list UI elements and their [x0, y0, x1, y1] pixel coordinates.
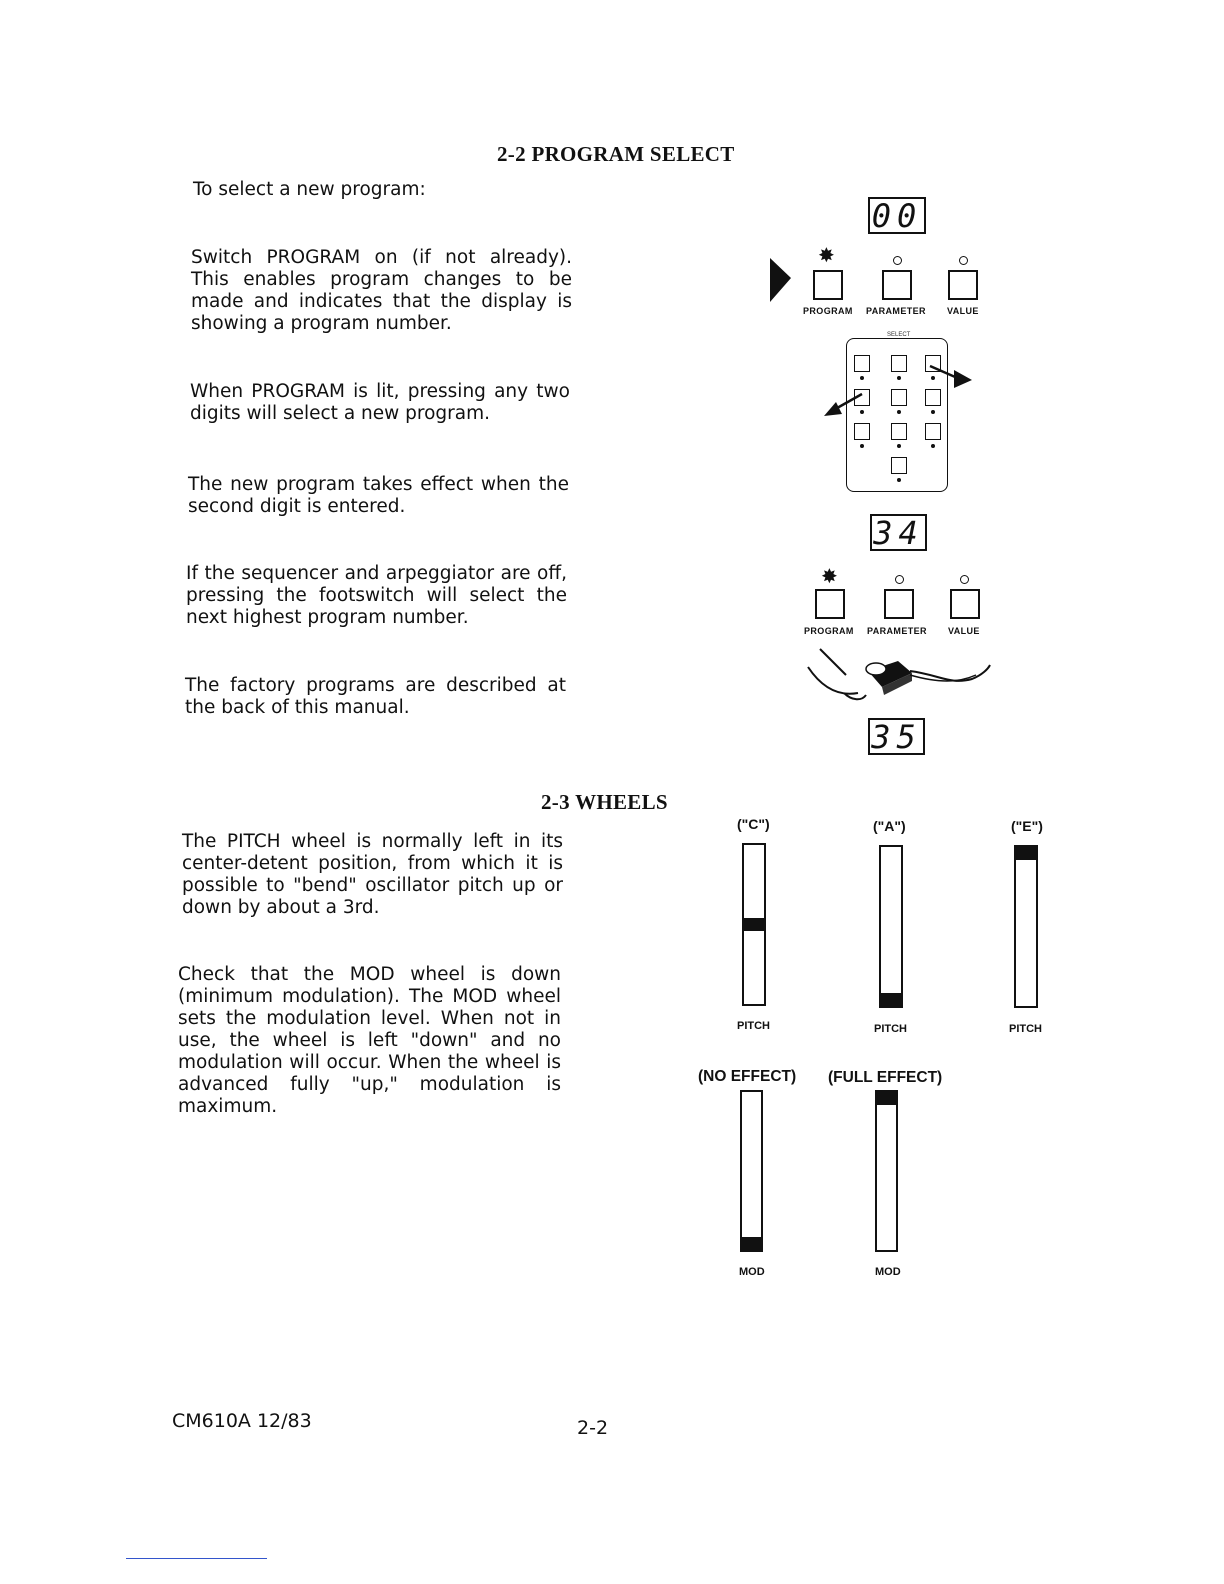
wheels-paragraph-2: Check that the MOD wheel is down (minimum modulation). The MOD wheel sets the modulation level. When not in use, the wheel is left "down" and no modulation will occur. When the wheel is advanced fully "up," modulation is maximum. [178, 964, 561, 1117]
pitch-wheel-a-label: PITCH [874, 1023, 907, 1035]
footer-divider [126, 1558, 267, 1559]
keypad-key-7[interactable] [854, 423, 870, 440]
program-intro: To select a new program: [193, 179, 426, 200]
pitch-wheel-a[interactable] [879, 845, 903, 1008]
pitch-wheel-note-a: ("A") [873, 818, 906, 834]
footer-doc-id: CM610A 12/83 [172, 1410, 312, 1432]
wheels-paragraph-1: The PITCH wheel is normally left in its center-detent position, from which it is possible to "bend" oscillator pitch up or down by about a 3rd. [182, 831, 563, 918]
mod-wheel-full-effect-position-marker [877, 1092, 896, 1105]
value-led-off-icon [959, 256, 968, 265]
program-display-3: 35 [868, 718, 925, 755]
program-paragraph-1: Switch PROGRAM on (if not already). This enables program changes to be made and indicates that the display is showing a program number. [191, 247, 572, 334]
footer-page-number: 2-2 [577, 1417, 609, 1439]
pitch-wheel-a-position-marker [881, 993, 901, 1006]
program-display-1: 00 [868, 197, 926, 234]
arrow-right-icon [767, 258, 793, 306]
parameter-button-label: PARAMETER [866, 306, 926, 316]
program-button[interactable] [813, 270, 843, 300]
pitch-wheel-note-e: ("E") [1011, 818, 1043, 834]
section-heading-program-select: 2-2 PROGRAM SELECT [497, 142, 735, 166]
program-button-label-2: PROGRAM [804, 626, 854, 636]
keypad-title: SELECT [887, 332, 911, 338]
value-button[interactable] [948, 270, 978, 300]
pitch-wheel-e[interactable] [1014, 845, 1038, 1008]
parameter-button-label-2: PARAMETER [867, 626, 927, 636]
value-button-label: VALUE [947, 306, 979, 316]
program-button-label: PROGRAM [803, 306, 853, 316]
program-led-on-icon-2: ✸ [821, 564, 838, 588]
mod-wheel-full-effect[interactable] [875, 1090, 898, 1252]
program-display-2: 34 [870, 514, 927, 551]
pitch-wheel-c-position-marker [744, 918, 764, 931]
keypad-key-8[interactable] [891, 423, 907, 440]
parameter-led-off-icon [893, 256, 902, 265]
pitch-wheel-e-label: PITCH [1009, 1023, 1042, 1035]
parameter-led-off-icon-2 [895, 575, 904, 584]
pitch-wheel-c[interactable] [742, 843, 766, 1006]
pitch-wheel-c-label: PITCH [737, 1020, 770, 1032]
parameter-button[interactable] [882, 270, 912, 300]
value-led-off-icon-2 [960, 575, 969, 584]
program-paragraph-4: If the sequencer and arpeggiator are off, pressing the footswitch will select the next highest program number. [186, 563, 567, 628]
mod-wheel-no-effect-position-marker [742, 1237, 761, 1250]
keypress-arrows-icon [822, 358, 974, 422]
program-paragraph-3: The new program takes effect when the second digit is entered. [188, 474, 569, 517]
value-button-label-2: VALUE [948, 626, 980, 636]
program-button-2[interactable] [815, 589, 845, 619]
parameter-button-2[interactable] [884, 589, 914, 619]
mod-wheel-full-effect-label: MOD [875, 1266, 901, 1278]
mod-wheel-no-effect[interactable] [740, 1090, 763, 1252]
mod-wheel-no-effect-caption: (NO EFFECT) [698, 1068, 797, 1085]
keypad-key-0[interactable] [891, 457, 907, 474]
pitch-wheel-e-position-marker [1016, 847, 1036, 860]
keypad-key-9[interactable] [925, 423, 941, 440]
footswitch-icon [800, 645, 992, 707]
section-heading-wheels: 2-3 WHEELS [541, 790, 668, 814]
value-button-2[interactable] [950, 589, 980, 619]
program-led-on-icon: ✸ [818, 243, 835, 267]
program-paragraph-5: The factory programs are described at the back of this manual. [185, 675, 566, 718]
mod-wheel-full-effect-caption: (FULL EFFECT) [828, 1069, 943, 1086]
program-paragraph-2: When PROGRAM is lit, pressing any two digits will select a new program. [190, 381, 570, 424]
pitch-wheel-note-c: ("C") [737, 816, 770, 832]
mod-wheel-no-effect-label: MOD [739, 1266, 765, 1278]
